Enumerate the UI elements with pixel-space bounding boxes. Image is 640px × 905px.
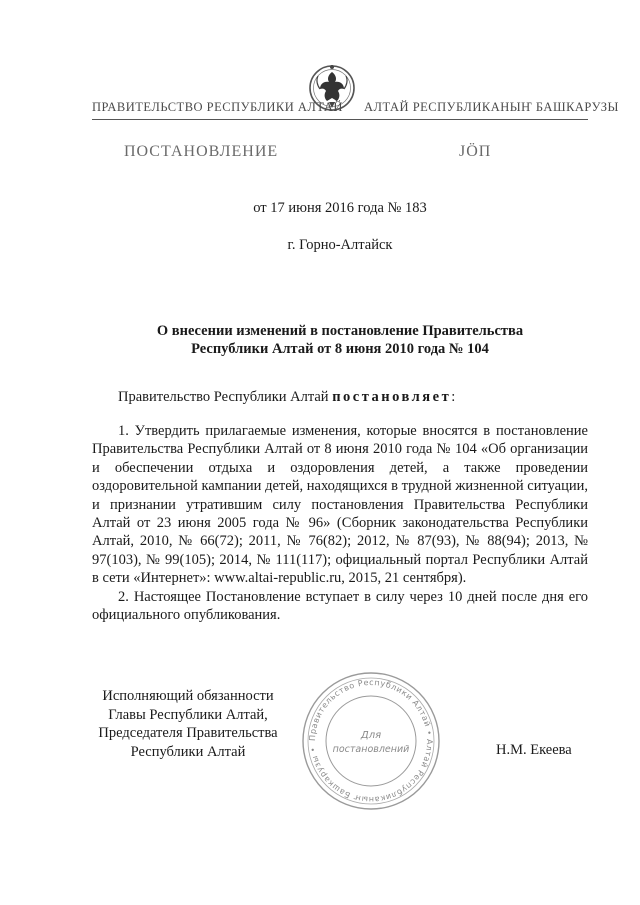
org-name-altai: АЛТАЙ РЕСПУБЛИКАНЫҤ БАШКАРУЗЫ	[364, 100, 619, 114]
signer-position	[88, 687, 288, 761]
signer-line-1: Исполняющий обязанности	[102, 688, 274, 704]
doc-type-altai: ЈӦП	[459, 143, 492, 160]
title-line-1: О внесении изменений в постановление Правительства	[156, 323, 524, 339]
signer-name: Н.М. Екеева	[496, 742, 572, 758]
paragraph-2: 2. Настоящее Постановление вступает в силу через 10 дней после дня его официального опубликования.	[92, 588, 588, 624]
org-name-russian: ПРАВИТЕЛЬСТВО РЕСПУБЛИКИ АЛТАЙ	[92, 100, 343, 114]
intro-colon: :	[451, 389, 456, 405]
intro-resolves-word: постановляет	[332, 389, 452, 405]
doc-type-russian: ПОСТАНОВЛЕНИЕ	[124, 143, 279, 160]
title-line-2: Республики Алтай от 8 июня 2010 года № 104	[191, 341, 489, 357]
signer-line-2: Главы Республики Алтай,	[108, 706, 268, 723]
stamp-ring-text: Правительство Республики Алтай • Алтай Республиканыҥ Башкарузы •	[307, 677, 435, 805]
signer-line-3: Председателя Правительства	[98, 725, 278, 741]
intro-text: Правительство Республики Алтай	[118, 389, 333, 405]
intro-statement	[118, 389, 455, 406]
stamp-center-line-2: постановлений	[332, 744, 410, 755]
document-title	[92, 322, 588, 358]
paragraph-1: 1. Утвердить прилагаемые изменения, которые вносятся в постановление Правительства Республики Алтай от 8 июня 2010 года № 104 «Об организации и обеспечении отдыха и оздоровления детей, а также проведении оздоровительной кампании детей, находящихся в трудной жизненной ситуации, и признании утратившим силу постановления Правительства Республики Алтай от 23 июня 2005 года № 96» (Сборник законодательства Республики Алтай, 2010, № 66(72); 2011, № 76(82); 2012, № 87(93), № 88(94); 2013, № 97(103), № 99(105); 2014, № 111(117); официальный портал Республики Алтай в сети «Интернет»: www.altai-republic.ru, 2015, 21 сентября).	[92, 423, 588, 587]
document-date-number: от 17 июня 2016 года № 183	[253, 200, 427, 216]
signer-line-4: Республики Алтай	[130, 743, 246, 760]
document-city: г. Горно-Алтайск	[287, 237, 393, 253]
document-body	[92, 422, 588, 624]
header-divider	[92, 119, 588, 120]
stamp-center-line-1: Для	[360, 730, 382, 741]
official-stamp-seal	[300, 670, 442, 812]
